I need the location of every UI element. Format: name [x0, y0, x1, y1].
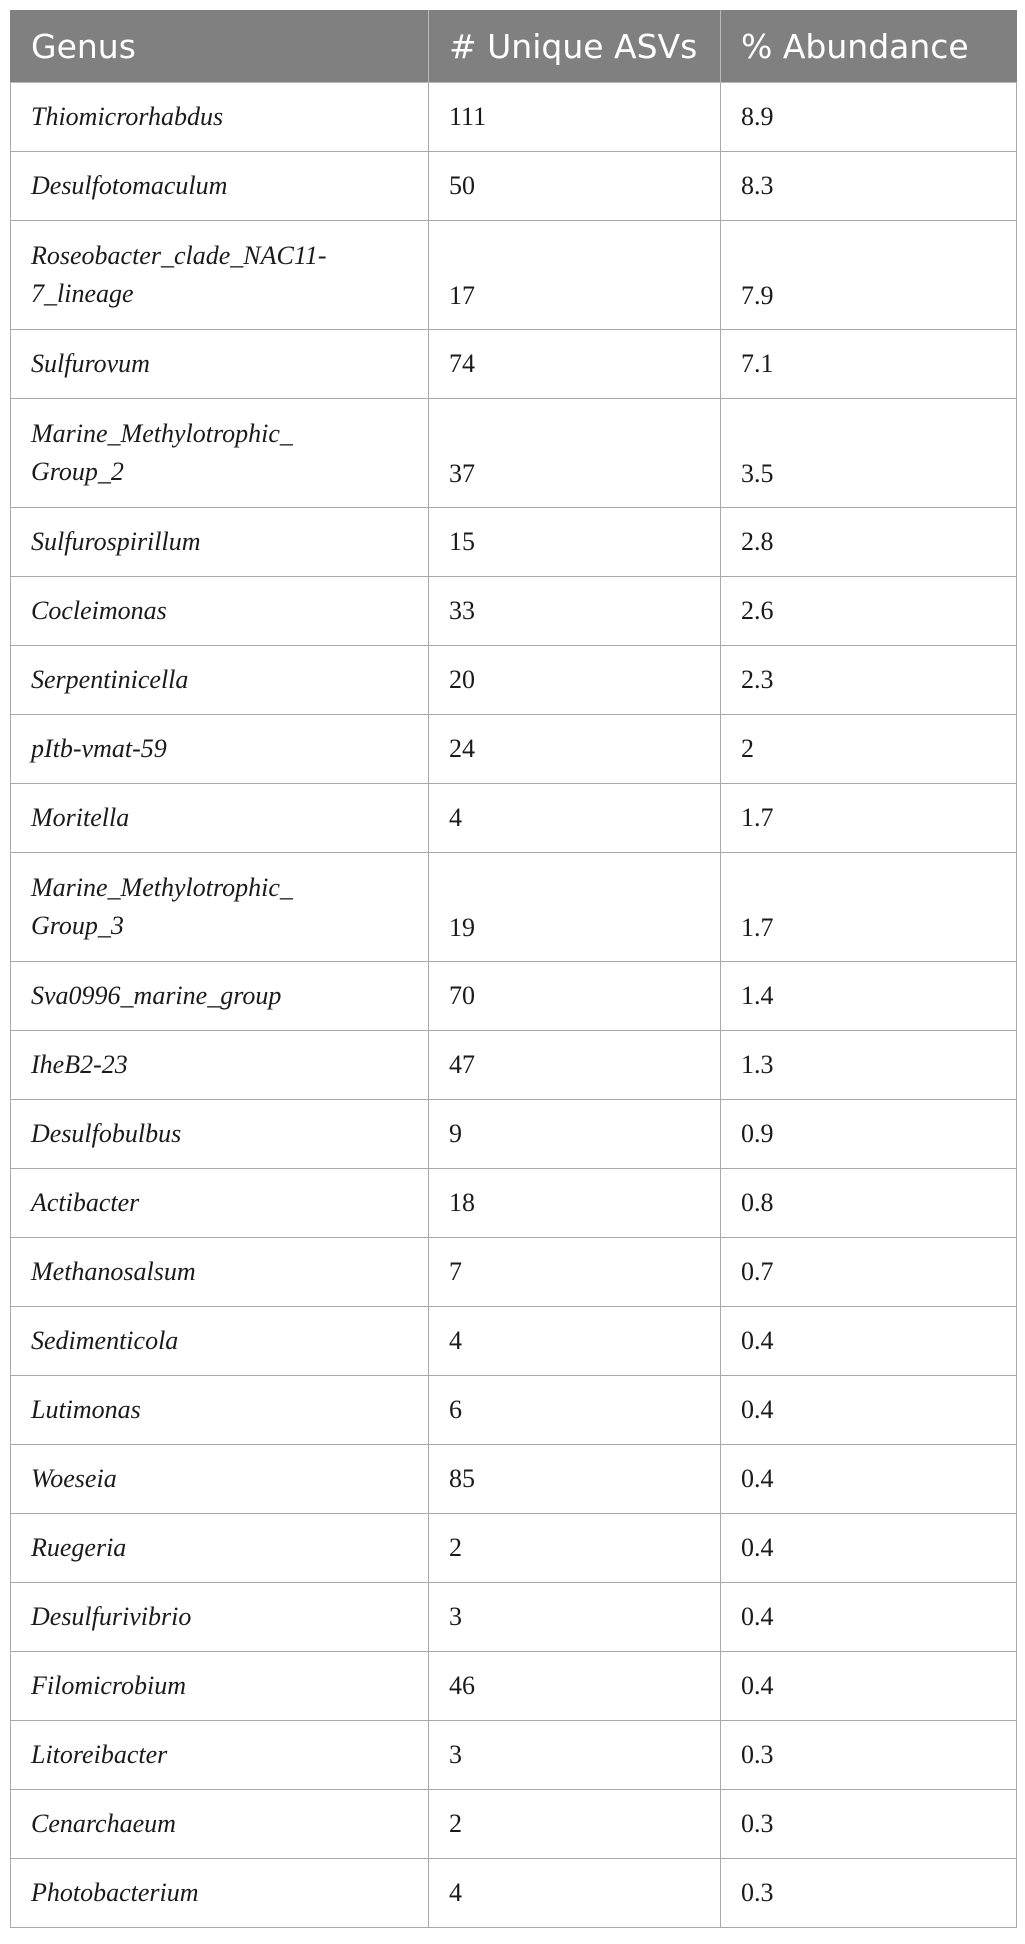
table-row [11, 646, 1017, 715]
unique-asvs-cell: 17 [429, 221, 721, 330]
abundance-cell: 1.7 [721, 784, 1017, 853]
table-row [11, 1652, 1017, 1721]
column-header-unique-asvs: # Unique ASVs [429, 11, 721, 83]
table-row [11, 152, 1017, 221]
table-row [11, 508, 1017, 577]
table-row [11, 330, 1017, 399]
genus-cell: Photobacterium [11, 1859, 429, 1928]
genus-cell: IheB2-23 [11, 1031, 429, 1100]
table-row [11, 1307, 1017, 1376]
unique-asvs-cell: 2 [429, 1514, 721, 1583]
abundance-cell: 2.8 [721, 508, 1017, 577]
abundance-cell: 0.4 [721, 1376, 1017, 1445]
genus-cell: Filomicrobium [11, 1652, 429, 1721]
genus-cell: Serpentinicella [11, 646, 429, 715]
unique-asvs-cell: 50 [429, 152, 721, 221]
table-row [11, 1031, 1017, 1100]
genus-cell: Roseobacter_clade_NAC11- 7_lineage [11, 221, 429, 330]
genus-cell: Cocleimonas [11, 577, 429, 646]
genus-cell: Cenarchaeum [11, 1790, 429, 1859]
abundance-cell: 7.9 [721, 221, 1017, 330]
unique-asvs-cell: 3 [429, 1583, 721, 1652]
table-row [11, 1790, 1017, 1859]
table-row [11, 1859, 1017, 1928]
genus-cell: Thiomicrorhabdus [11, 83, 429, 152]
table-header [11, 11, 1017, 83]
genus-cell: Desulfotomaculum [11, 152, 429, 221]
genus-cell: Sulfurovum [11, 330, 429, 399]
genus-abundance-table [10, 10, 1017, 1928]
genus-cell: Woeseia [11, 1445, 429, 1514]
table-row [11, 1514, 1017, 1583]
header-row [11, 11, 1017, 83]
column-header-abundance: % Abundance [721, 11, 1017, 83]
abundance-cell: 2.6 [721, 577, 1017, 646]
table-row [11, 1721, 1017, 1790]
table-row [11, 83, 1017, 152]
unique-asvs-cell: 47 [429, 1031, 721, 1100]
abundance-cell: 3.5 [721, 399, 1017, 508]
table-row [11, 1238, 1017, 1307]
unique-asvs-cell: 4 [429, 784, 721, 853]
table-body [11, 83, 1017, 1928]
unique-asvs-cell: 111 [429, 83, 721, 152]
abundance-cell: 7.1 [721, 330, 1017, 399]
genus-cell: Actibacter [11, 1169, 429, 1238]
unique-asvs-cell: 85 [429, 1445, 721, 1514]
unique-asvs-cell: 4 [429, 1859, 721, 1928]
table-row [11, 1100, 1017, 1169]
abundance-cell: 1.7 [721, 853, 1017, 962]
table-row [11, 1169, 1017, 1238]
abundance-cell: 0.8 [721, 1169, 1017, 1238]
genus-cell: Sulfurospirillum [11, 508, 429, 577]
table-row [11, 577, 1017, 646]
abundance-cell: 0.4 [721, 1652, 1017, 1721]
abundance-cell: 0.9 [721, 1100, 1017, 1169]
abundance-cell: 2.3 [721, 646, 1017, 715]
genus-cell: Desulfobulbus [11, 1100, 429, 1169]
abundance-cell: 1.4 [721, 962, 1017, 1031]
abundance-cell: 8.3 [721, 152, 1017, 221]
genus-cell: Marine_Methylotrophic_ Group_2 [11, 399, 429, 508]
abundance-cell: 8.9 [721, 83, 1017, 152]
abundance-cell: 0.4 [721, 1445, 1017, 1514]
table-row [11, 962, 1017, 1031]
unique-asvs-cell: 4 [429, 1307, 721, 1376]
abundance-cell: 0.3 [721, 1859, 1017, 1928]
abundance-cell: 0.4 [721, 1307, 1017, 1376]
abundance-cell: 0.7 [721, 1238, 1017, 1307]
unique-asvs-cell: 9 [429, 1100, 721, 1169]
table-row [11, 399, 1017, 508]
column-header-genus: Genus [11, 11, 429, 83]
genus-cell: Sedimenticola [11, 1307, 429, 1376]
unique-asvs-cell: 2 [429, 1790, 721, 1859]
table-row [11, 853, 1017, 962]
abundance-cell: 2 [721, 715, 1017, 784]
genus-cell: Litoreibacter [11, 1721, 429, 1790]
unique-asvs-cell: 18 [429, 1169, 721, 1238]
abundance-cell: 0.3 [721, 1721, 1017, 1790]
genus-cell: Ruegeria [11, 1514, 429, 1583]
unique-asvs-cell: 46 [429, 1652, 721, 1721]
table-row [11, 1583, 1017, 1652]
genus-cell: Marine_Methylotrophic_ Group_3 [11, 853, 429, 962]
table-row [11, 715, 1017, 784]
unique-asvs-cell: 24 [429, 715, 721, 784]
table-row [11, 1376, 1017, 1445]
unique-asvs-cell: 33 [429, 577, 721, 646]
unique-asvs-cell: 7 [429, 1238, 721, 1307]
unique-asvs-cell: 20 [429, 646, 721, 715]
genus-cell: Moritella [11, 784, 429, 853]
abundance-cell: 0.4 [721, 1514, 1017, 1583]
data-table-container [10, 10, 1016, 1928]
table-row [11, 1445, 1017, 1514]
genus-cell: pItb-vmat-59 [11, 715, 429, 784]
unique-asvs-cell: 70 [429, 962, 721, 1031]
unique-asvs-cell: 15 [429, 508, 721, 577]
unique-asvs-cell: 19 [429, 853, 721, 962]
genus-cell: Lutimonas [11, 1376, 429, 1445]
genus-cell: Methanosalsum [11, 1238, 429, 1307]
unique-asvs-cell: 37 [429, 399, 721, 508]
genus-cell: Sva0996_marine_group [11, 962, 429, 1031]
table-row [11, 784, 1017, 853]
genus-cell: Desulfurivibrio [11, 1583, 429, 1652]
table-row [11, 221, 1017, 330]
abundance-cell: 0.4 [721, 1583, 1017, 1652]
unique-asvs-cell: 74 [429, 330, 721, 399]
abundance-cell: 0.3 [721, 1790, 1017, 1859]
abundance-cell: 1.3 [721, 1031, 1017, 1100]
unique-asvs-cell: 3 [429, 1721, 721, 1790]
unique-asvs-cell: 6 [429, 1376, 721, 1445]
